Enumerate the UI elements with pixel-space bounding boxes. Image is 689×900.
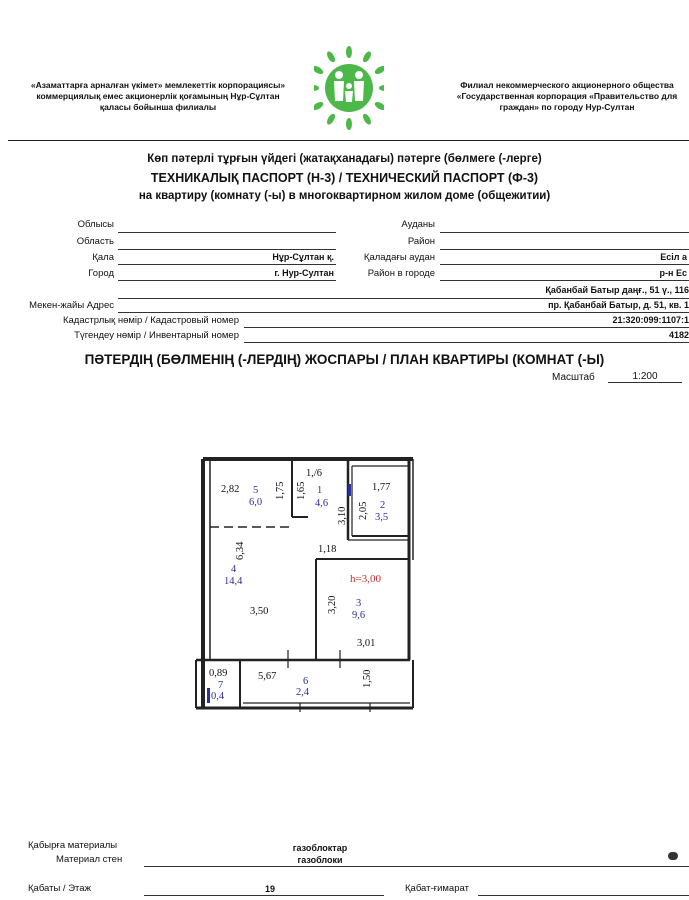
plan-title: ПӘТЕРДІҢ (БӨЛМЕНІҢ (-ЛЕРДІҢ) ЖОСПАРЫ / ПЛАН КВАРТИРЫ (КОМНАТ (-Ы)	[84, 352, 605, 367]
audany-label: Ауданы	[401, 219, 435, 230]
wall-material-kz-label: Қабырға материалы	[28, 840, 118, 851]
floors-total-label: Қабат-ғимарат	[405, 883, 469, 894]
dim-3-10: 3,10	[337, 506, 348, 525]
scale-label: Масштаб	[552, 372, 595, 383]
scale-value: 1:200	[608, 371, 682, 383]
doc-title-kazakh: Көп пәтерлі тұрғын үйдегі (жатақханадағы) пәтерге (бөлмеге (-лерге)	[147, 153, 542, 165]
room-4-area: 14,4	[224, 576, 243, 587]
room-6-number: 6	[303, 676, 309, 687]
room-4-number: 4	[231, 564, 237, 575]
kala-label: Қала	[92, 252, 114, 263]
balcony-marker	[207, 688, 210, 703]
dim-3-50: 3,50	[250, 606, 269, 617]
dim-5-67: 5,67	[258, 671, 277, 682]
dim-3-20: 3,20	[327, 595, 338, 614]
floor-label: Қабаты / Этаж	[28, 883, 91, 894]
kaladagy-audan-label: Қаладағы аудан	[363, 252, 435, 263]
org-ru-line-2: «Государственная корпорация «Правительство для	[456, 91, 678, 101]
room-6-area: 2,4	[296, 687, 310, 698]
oblast-label: Область	[76, 236, 114, 247]
room-7-area: 0,4	[211, 691, 225, 702]
kaladagy-audan-value: Есіл а	[660, 252, 687, 262]
dim-1-65: 1,65	[296, 481, 307, 500]
dim-1-75: 1,75	[275, 481, 286, 500]
raion-v-gorode-label: Район в городе	[367, 268, 435, 279]
room-2-area: 3,5	[375, 512, 389, 523]
gorod-value: г. Нур-Султан	[274, 268, 334, 278]
ceiling-height: h=3,00	[350, 573, 381, 585]
org-kz-line-3: қаласы бойынша филиалы	[99, 102, 217, 112]
wall-material-field	[144, 854, 689, 867]
floor-value: 19	[264, 884, 275, 894]
oblys-label: Облысы	[77, 219, 114, 230]
room-5-area: 6,0	[249, 497, 263, 508]
address-kz-value: Қабанбай Батыр даңғ., 51 ү., 116	[545, 285, 689, 295]
floors-total-field	[478, 883, 689, 896]
inventory-value: 4182	[668, 330, 689, 340]
address-label: Мекен-жайы Адрес	[29, 300, 114, 311]
raion-label: Район	[407, 236, 435, 247]
room-7-number: 7	[218, 680, 224, 691]
door-marker	[348, 484, 351, 496]
room-2-number: 2	[380, 500, 386, 511]
room-5-number: 5	[253, 485, 259, 496]
room-3-number: 3	[356, 598, 362, 609]
dim-0-89: 0,89	[209, 668, 228, 679]
dim-1-76: 1,/6	[306, 468, 323, 479]
dim-6-34: 6,34	[235, 541, 246, 560]
dim-1-77: 1,77	[372, 482, 391, 493]
wall-material-kz-value: газоблоктар	[292, 843, 348, 853]
wall-material-ru-label: Материал стен	[56, 854, 123, 865]
dim-2-82: 2,82	[221, 484, 240, 495]
room-1-area: 4,6	[315, 498, 329, 509]
doc-title-main: ТЕХНИКАЛЫҚ ПАСПОРТ (Н-3) / ТЕХНИЧЕСКИЙ ПАСПОРТ (Ф-3)	[150, 171, 539, 185]
cadastral-label: Кадастрлық нөмір / Кадастровый номер	[62, 315, 239, 326]
raion-v-gorode-value: р-н Ес	[659, 268, 687, 278]
wall-material-ru-value: газоблоки	[297, 855, 343, 865]
dim-2-05: 2,05	[358, 501, 369, 520]
ink-mark	[668, 852, 678, 860]
dim-1-50: 1,50	[362, 669, 373, 688]
org-ru-line-3: граждан» по городу Нур-Султан	[499, 102, 635, 112]
doc-title-russian: на квартиру (комнату (-ы) в многоквартирном жилом доме (общежитии)	[138, 190, 551, 202]
room-1-number: 1	[317, 485, 323, 496]
inventory-label: Түгендеу нөмір / Инвентарный номер	[74, 330, 239, 341]
dim-1-18: 1,18	[318, 544, 337, 555]
kala-value: Нұр-Сұлтан қ.	[272, 252, 334, 262]
org-kz-line-1: «Азаматтарға арналған үкімет» мемлекеттік корпорациясы»	[30, 80, 286, 90]
org-kz-line-2: коммерциялық емес акционерлік қоғамының Нұр-Сұлтан	[36, 91, 280, 101]
gorod-label: Город	[88, 268, 114, 279]
cadastral-value: 21:320:099:1107:1	[612, 315, 689, 325]
room-3-area: 9,6	[352, 610, 366, 621]
dim-3-01: 3,01	[357, 638, 376, 649]
address-ru-value: пр. Қабанбай Батыр, д. 51, кв. 1	[548, 300, 689, 310]
org-ru-line-1: Филиал некоммерческого акционерного общества	[460, 80, 674, 90]
